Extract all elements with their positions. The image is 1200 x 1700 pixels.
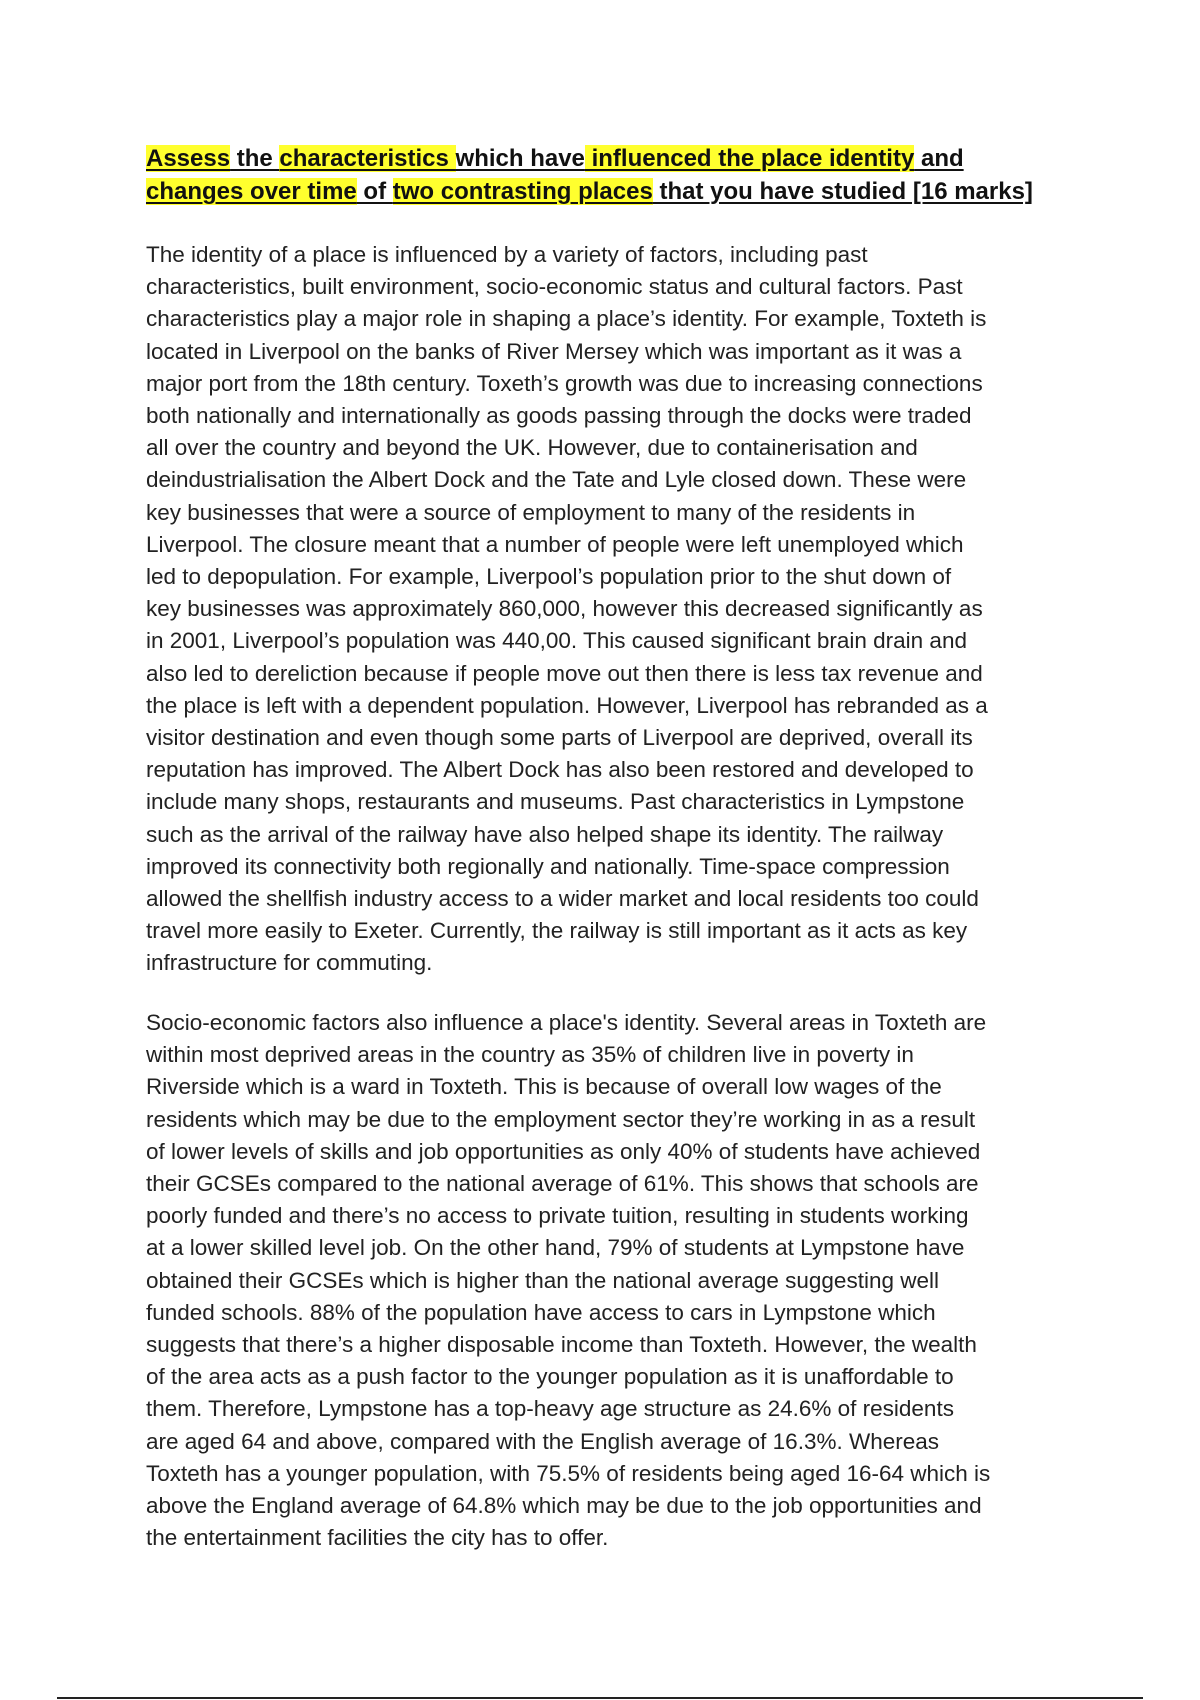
text-line: above the England average of 64.8% which may be due to the job opportunities and [146,1493,982,1519]
text-line: allowed the shellfish industry access to a wider market and local residents too could [146,886,979,912]
text-line: Riverside which is a ward in Toxteth. This is because of overall low wages of the [146,1074,942,1100]
text-line: reputation has improved. The Albert Dock has also been restored and developed to [146,757,974,783]
text-line: at a lower skilled level job. On the other hand, 79% of students at Lympstone have [146,1235,965,1261]
text-line: of lower levels of skills and job opportunities as only 40% of students have achieved [146,1138,981,1164]
text-line: led to depopulation. For example, Liverpool’s population prior to the shut down of [146,564,952,590]
text-line: all over the country and beyond the UK. However, due to containerisation and [146,435,918,461]
text-line: visitor destination and even though some parts of Liverpool are deprived, overall its [146,725,973,751]
text-line: key businesses that were a source of employment to many of the residents in [146,499,916,525]
text-line: characteristics, built environment, socio-economic status and cultural factors. Past [146,274,963,300]
text-line: The identity of a place is influenced by a variety of factors, including past [146,242,868,267]
text-line: them. Therefore, Lympstone has a top-heavy age structure as 24.6% of residents [146,1396,954,1422]
text-line: major port from the 18th century. Toxeth’s growth was due to increasing connections [146,370,983,396]
text-line: located in Liverpool on the banks of River Mersey which was important as it was a [146,338,962,364]
text-line: Toxteth has a younger population, with 75.5% of residents being aged 16-64 which is [146,1460,991,1486]
question-text: that you have studied [16 marks] [652,178,1033,205]
text-line: their GCSEs compared to the national average of 61%. This shows that schools are [146,1171,979,1197]
text-line: within most deprived areas in the country as 35% of children live in poverty in [146,1042,914,1068]
text-line: improved its connectivity both regionally and nationally. Time-space compression [146,853,950,879]
text-line: obtained their GCSEs which is higher than the national average suggesting well [146,1267,939,1293]
text-line: characteristics play a major role in shaping a place’s identity. For example, Toxteth is [146,306,987,332]
question-text: which have [455,145,585,172]
highlighted-phrase: two contrasting places [392,178,653,205]
text-line: the entertainment facilities the city has to offer. [146,1525,609,1551]
page-bottom-rule [57,1697,1143,1699]
highlighted-phrase: characteristics [279,145,456,172]
text-line: poorly funded and there’s no access to private tuition, resulting in students working [146,1203,969,1229]
text-line: infrastructure for commuting. [146,950,433,976]
text-line: residents which may be due to the employment sector they’re working in as a result [146,1106,976,1132]
text-line: deindustrialisation the Albert Dock and the Tate and Lyle closed down. These were [146,467,967,493]
text-line: such as the arrival of the railway have also helped shape its identity. The railway [146,821,944,847]
text-line: suggests that there’s a higher disposable income than Toxteth. However, the wealth [146,1332,977,1358]
highlighted-phrase: changes over time [146,178,357,205]
question-text: and [914,145,964,172]
paragraph-past-characteristics [146,239,1066,980]
text-line: both nationally and internationally as goods passing through the docks were traded [146,403,972,429]
text-line: of the area acts as a push factor to the younger population as it is unaffordable to [146,1364,954,1390]
text-line: the place is left with a dependent population. However, Liverpool has rebranded as a [146,692,988,718]
text-line: Socio-economic factors also influence a place's identity. Several areas in Toxteth are [146,1010,987,1035]
text-line: funded schools. 88% of the population have access to cars in Lympstone which [146,1299,936,1325]
text-line: also led to dereliction because if people move out then there is less tax revenue and [146,660,983,686]
question-text: of [356,178,393,205]
text-line: in 2001, Liverpool’s population was 440,00. This caused significant brain drain and [146,628,967,654]
text-line: travel more easily to Exeter. Currently, the railway is still important as it acts as key [146,918,968,944]
essay-question-heading [146,142,1086,208]
text-line: Liverpool. The closure meant that a number of people were left unemployed which [146,531,964,557]
text-line: key businesses was approximately 860,000, however this decreased significantly as [146,596,983,622]
text-line: include many shops, restaurants and museums. Past characteristics in Lympstone [146,789,965,815]
question-text: the [230,145,280,172]
text-line: are aged 64 and above, compared with the English average of 16.3%. Whereas [146,1428,940,1454]
highlighted-phrase: influenced the place identity [584,145,915,172]
highlighted-phrase: Assess [146,145,231,172]
paragraph-socio-economic-factors [146,1007,1066,1554]
